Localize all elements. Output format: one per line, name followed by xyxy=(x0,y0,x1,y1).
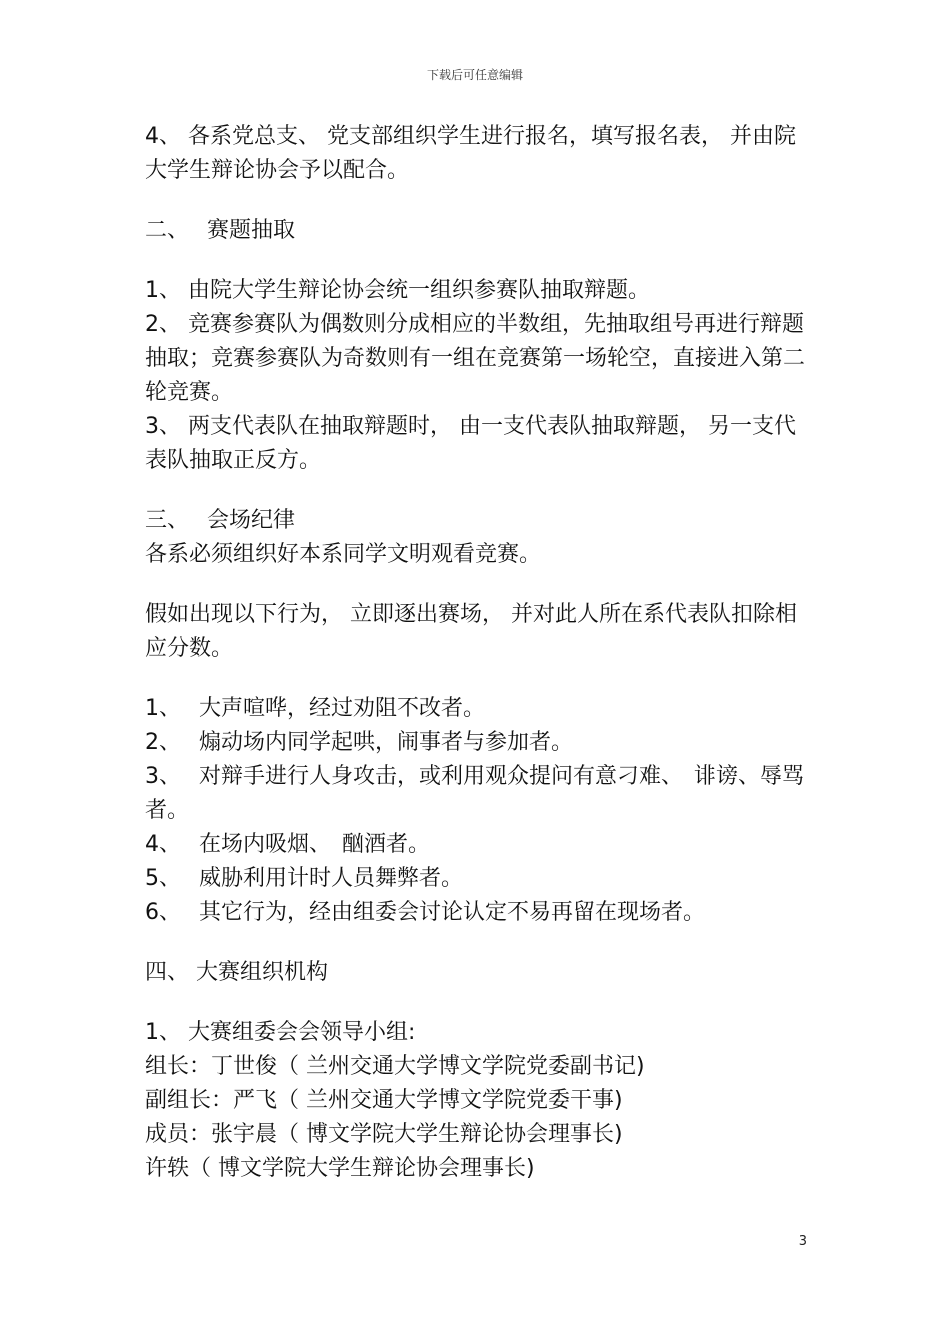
paragraph-expulsion-rule: 假如出现以下行为， 立即逐出赛场， 并对此人所在系代表队扣除相应分数。 xyxy=(145,602,797,661)
list-item-behavior-1: 1、 大声喧哗，经过劝阻不改者。 xyxy=(145,696,485,721)
org-member-deputy: 副组长：严飞（ 兰州交通大学博文学院党委干事) xyxy=(145,1088,623,1113)
org-member-leader: 组长：丁世俊（ 兰州交通大学博文学院党委副书记) xyxy=(145,1054,645,1079)
list-item-behavior-2: 2、 煽动场内同学起哄，闹事者与参加者。 xyxy=(145,730,573,755)
list-item-behavior-3: 3、 对辩手进行人身攻击，或利用观众提问有意刁难、 诽谤、辱骂者。 xyxy=(145,764,804,823)
org-member-1: 成员：张宇晨（ 博文学院大学生辩论协会理事长) xyxy=(145,1122,623,1147)
section-heading-topic-draw: 二、 赛题抽取 xyxy=(145,218,295,243)
list-item-draw-2: 2、 竞赛参赛队为偶数则分成相应的半数组，先抽取组号再进行辩题抽取；竞赛参赛队为奇数则有一组在竞赛第一场轮空，直接进入第二轮竞赛。 xyxy=(145,312,806,405)
list-item-leadership: 1、 大赛组委会会领导小组: xyxy=(145,1020,416,1045)
paragraph-registration: 4、 各系党总支、 党支部组织学生进行报名，填写报名表， 并由院大学生辩论协会予以配合。 xyxy=(145,124,796,183)
section-heading-organization: 四、 大赛组织机构 xyxy=(145,960,328,985)
list-item-draw-3: 3、 两支代表队在抽取辩题时， 由一支代表队抽取辩题， 另一支代表队抽取正反方。 xyxy=(145,414,796,473)
header-note: 下载后可任意编辑 xyxy=(426,68,523,82)
list-item-behavior-5: 5、 威胁利用计时人员舞弊者。 xyxy=(145,866,463,891)
document-body xyxy=(145,120,815,1186)
paragraph-venue-discipline: 各系必须组织好本系同学文明观看竞赛。 xyxy=(145,542,542,567)
section-heading-venue-discipline: 三、 会场纪律 xyxy=(145,508,295,533)
list-item-behavior-4: 4、 在场内吸烟、 酗酒者。 xyxy=(145,832,430,857)
page-number: 3 xyxy=(798,1234,807,1249)
org-member-2: 许轶（ 博文学院大学生辩论协会理事长) xyxy=(145,1156,535,1181)
list-item-behavior-6: 6、 其它行为，经由组委会讨论认定不易再留在现场者。 xyxy=(145,900,705,925)
list-item-draw-1: 1、 由院大学生辩论协会统一组织参赛队抽取辩题。 xyxy=(145,278,650,303)
